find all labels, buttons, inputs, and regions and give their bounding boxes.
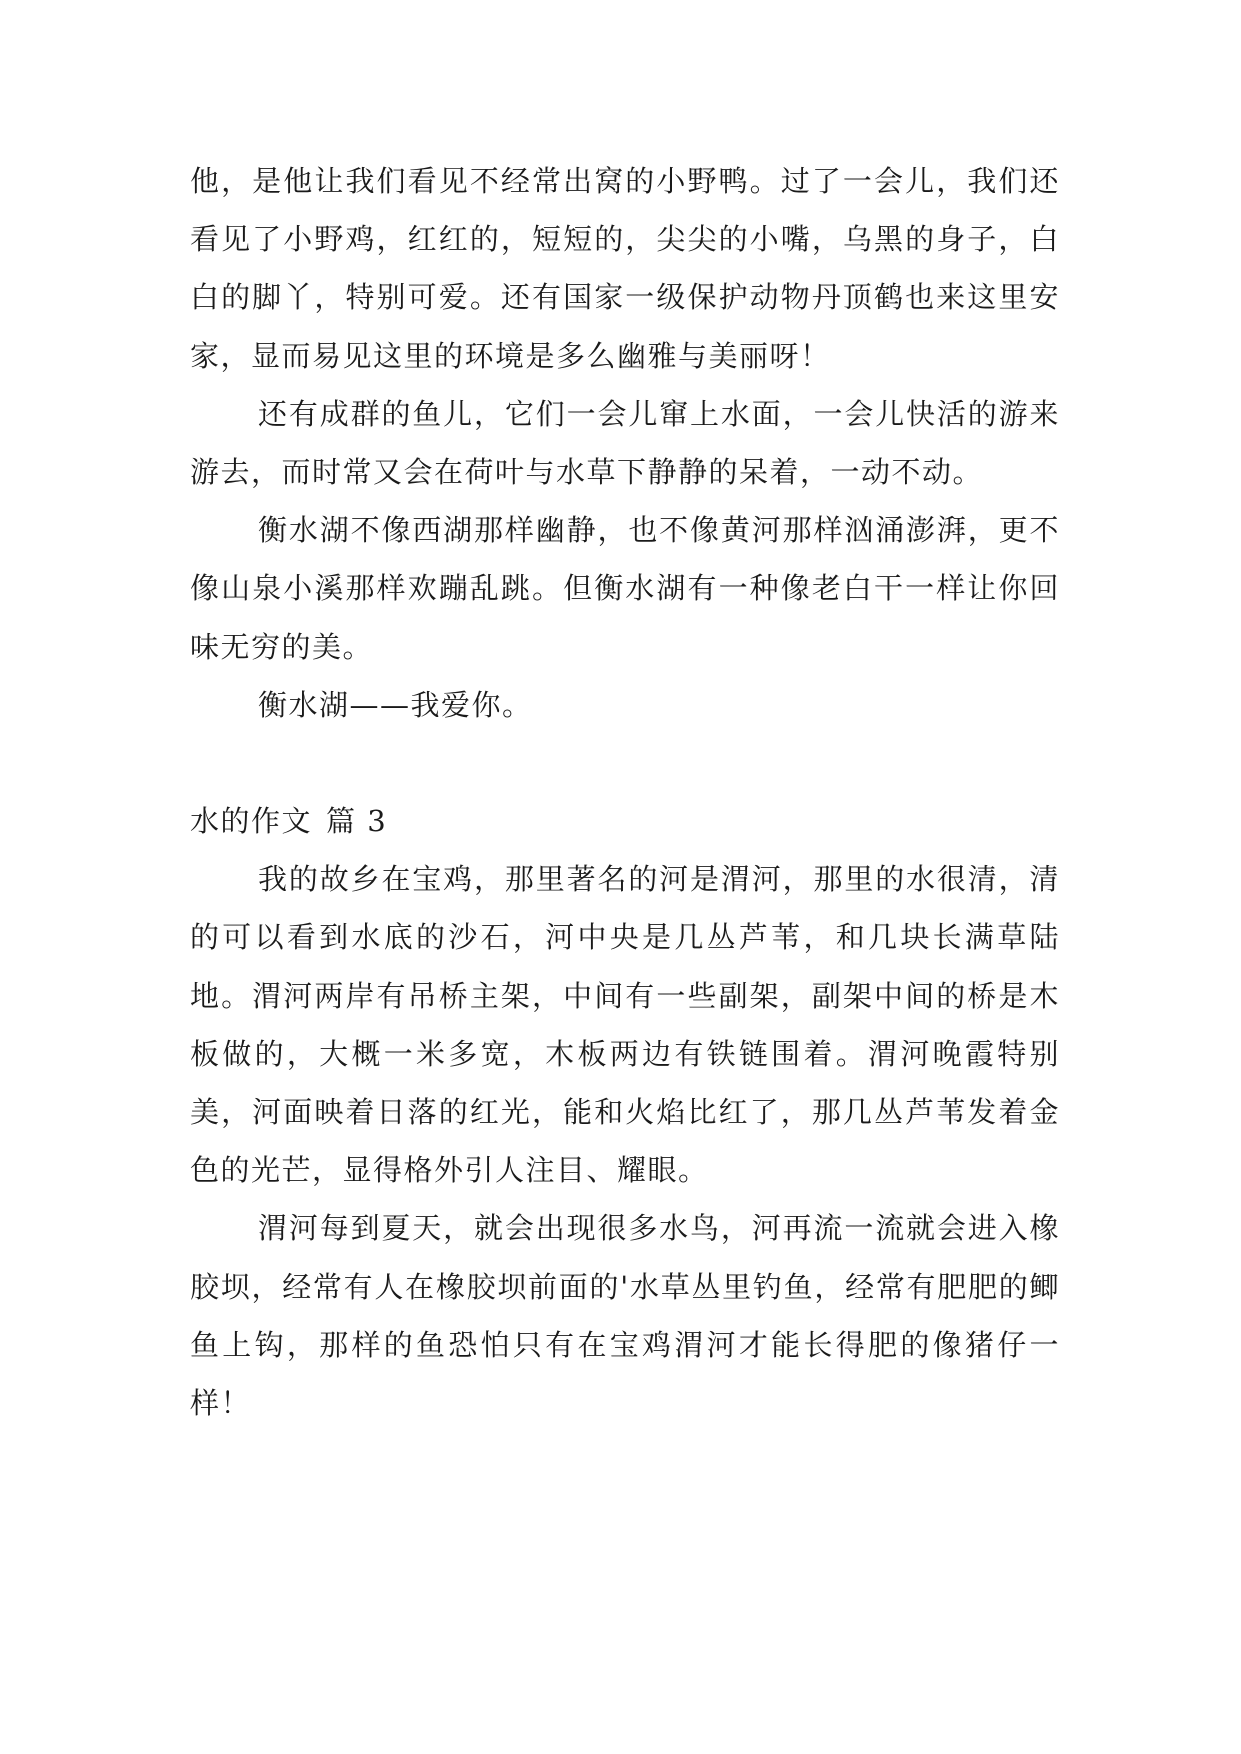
section-title: 水的作文	[190, 804, 313, 839]
paragraph: 他，是他让我们看见不经常出窝的小野鸭。过了一会儿，我们还看见了小野鸡，红红的，短短的，尖尖的小嘴，乌黑的身子，白白的脚丫，特别可爱。还有国家一级保护动物丹顶鹤也来这里安家，显而易见这里的环境是多么幽雅与美丽呀！	[190, 164, 1060, 373]
paragraph: 渭河每到夏天，就会出现很多水鸟，河再流一流就会进入橡胶坝，经常有人在橡胶坝前面的'水草丛里钓鱼，经常有肥肥的鲫鱼上钩，那样的鱼恐怕只有在宝鸡渭河才能长得肥的像猪仔一样！	[190, 1211, 1060, 1421]
document-page	[190, 152, 1060, 1432]
paragraph: 还有成群的鱼儿，它们一会儿窜上水面，一会儿快活的游来游去，而时常又会在荷叶与水草下静静的呆着，一动不动。	[190, 396, 1060, 490]
paragraph: 衡水湖不像西湖那样幽静，也不像黄河那样汹涌澎湃，更不像山泉小溪那样欢蹦乱跳。但衡水湖有一种像老白干一样让你回味无穷的美。	[190, 513, 1060, 664]
section-number: 篇 3	[326, 804, 388, 839]
section-heading	[190, 792, 1060, 850]
paragraph: 我的故乡在宝鸡，那里著名的河是渭河，那里的水很清，清的可以看到水底的沙石，河中央是几丛芦苇，和几块长满草陆地。渭河两岸有吊桥主架，中间有一些副架，副架中间的桥是木板做的，大概一米多宽，木板两边有铁链围着。渭河晚霞特别美，河面映着日落的红光，能和火焰比红了，那几丛芦苇发着金色的光芒，显得格外引人注目、耀眼。	[190, 862, 1060, 1188]
paragraph: 衡水湖——我爱你。	[258, 687, 533, 722]
